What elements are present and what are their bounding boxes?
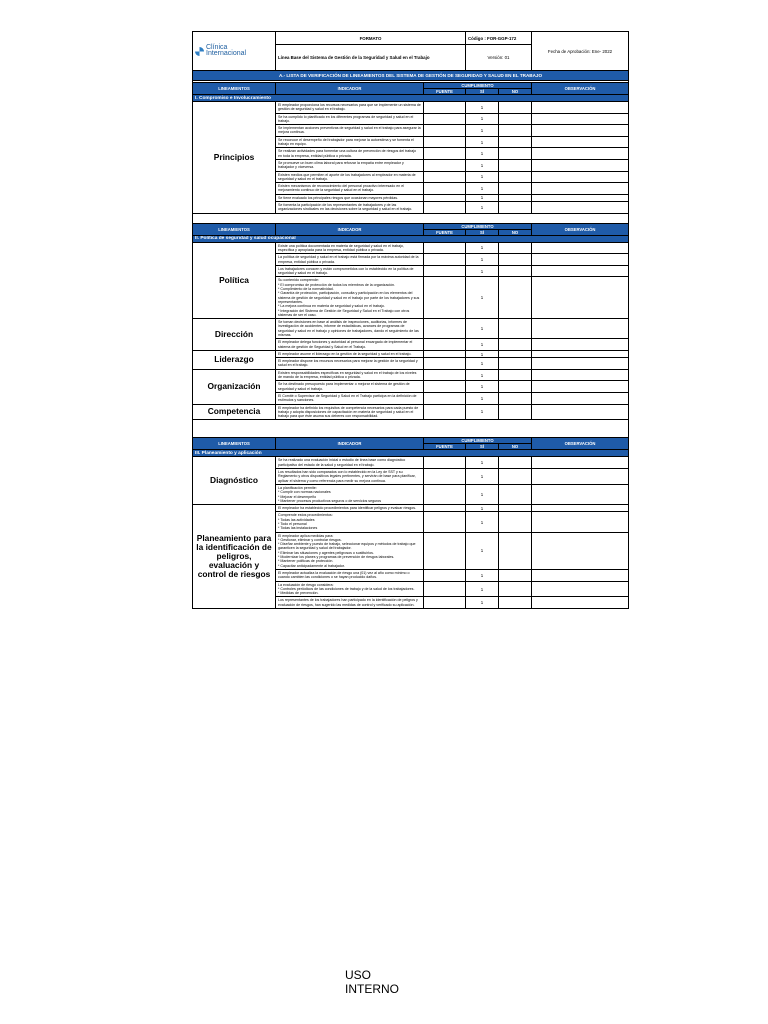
col-cumplimiento: CUMPLIMIENTO bbox=[424, 438, 532, 444]
col-lineamientos: LINEAMIENTOS bbox=[193, 83, 276, 95]
source-cell[interactable] bbox=[424, 125, 466, 137]
section-title: I. Compromiso e Involucramiento bbox=[193, 95, 629, 102]
section-title: II. Política de seguridad y salud ocupacional bbox=[193, 235, 629, 242]
observation-cell[interactable] bbox=[532, 265, 629, 277]
observation-cell[interactable] bbox=[532, 277, 629, 319]
compliance-no[interactable] bbox=[499, 242, 532, 254]
guideline-name: Competencia bbox=[193, 404, 276, 420]
guideline-name: Diagnóstico bbox=[193, 457, 276, 505]
compliance-yes[interactable]: 1 bbox=[466, 136, 499, 148]
source-cell[interactable] bbox=[424, 113, 466, 125]
compliance-yes[interactable]: 1 bbox=[466, 350, 499, 357]
col-no: NO bbox=[499, 89, 532, 95]
observation-cell[interactable] bbox=[532, 113, 629, 125]
observation-cell[interactable] bbox=[532, 597, 629, 609]
source-cell[interactable] bbox=[424, 202, 466, 214]
indicator-text: El empleador dispone los recursos necesarios para mejorar la gestión de la seguridad y salud en el trabajo. bbox=[276, 358, 424, 370]
section-gap bbox=[193, 213, 629, 223]
source-cell[interactable] bbox=[424, 183, 466, 195]
indicator-text: Se ha realizado una evaluación inicial o estudio de línea base como diagnóstico participativo del estado de la salud y seguridad en el trabajo. bbox=[276, 457, 424, 469]
indicator-text: La evaluación de riesgo considera: * Controles periódicos de las condiciones de trabajo y de la salud de los trabajadores. * Medidas de prevención. bbox=[276, 581, 424, 597]
compliance-no[interactable] bbox=[499, 194, 532, 201]
source-cell[interactable] bbox=[424, 392, 466, 404]
observation-cell[interactable] bbox=[532, 469, 629, 485]
format-label: FORMATO bbox=[276, 32, 466, 45]
indicator-text: La política de seguridad y salud en el trabajo está firmada por la máxima autoridad de la empresa, entidad pública o privada. bbox=[276, 254, 424, 266]
approval-date: Fecha de Aprobación: Ene- 2022 bbox=[532, 32, 629, 71]
indicator-text: El empleador proporciona los recursos necesarios para que se implemente un sistema de gestión de seguridad y salud en el trabajo. bbox=[276, 102, 424, 114]
compliance-no[interactable] bbox=[499, 277, 532, 319]
indicator-text: La planificación permite: * Cumplir con normas nacionales * Mejorar el desempeño * Mantener procesos productivos seguros o de servicios seguros bbox=[276, 484, 424, 504]
compliance-yes[interactable]: 1 bbox=[466, 242, 499, 254]
compliance-yes[interactable]: 1 bbox=[466, 319, 499, 339]
compliance-no[interactable] bbox=[499, 404, 532, 420]
observation-cell[interactable] bbox=[532, 581, 629, 597]
col-no: NO bbox=[499, 444, 532, 450]
document-code: Código : FOR-GGP-172 bbox=[466, 32, 532, 45]
col-observacion: OBSERVACIÓN bbox=[532, 438, 629, 450]
checklist-table bbox=[192, 31, 629, 609]
compliance-no[interactable] bbox=[499, 358, 532, 370]
col-fuente: FUENTE bbox=[424, 229, 466, 235]
indicator-text: Se ha destinado presupuesto para implementar o mejorar el sistema de gestión de seguridad y salud el trabajo. bbox=[276, 381, 424, 393]
indicator-text: Se implementan acciones preventivas de seguridad y salud en el trabajo para asegurar la mejora continua. bbox=[276, 125, 424, 137]
compliance-no[interactable] bbox=[499, 254, 532, 266]
compliance-no[interactable] bbox=[499, 113, 532, 125]
document-version: Versión: 01 bbox=[466, 45, 532, 71]
col-cumplimiento: CUMPLIMIENTO bbox=[424, 83, 532, 89]
indicator-row bbox=[193, 404, 629, 420]
indicator-text: El Comité o Supervisor de Seguridad y Salud en el Trabajo participa en la definición de estímulos y sanciones. bbox=[276, 392, 424, 404]
observation-cell[interactable] bbox=[532, 404, 629, 420]
compliance-no[interactable] bbox=[499, 350, 532, 357]
compliance-yes[interactable]: 1 bbox=[466, 265, 499, 277]
compliance-yes[interactable]: 1 bbox=[466, 254, 499, 266]
indicator-text: Existen mecanismos de reconocimiento del personal proactivo interesado en el mejoramiento continuo de la seguridad y salud en el trabajo. bbox=[276, 183, 424, 195]
compliance-yes[interactable]: 1 bbox=[466, 457, 499, 469]
compliance-yes[interactable]: 1 bbox=[466, 339, 499, 351]
source-cell[interactable] bbox=[424, 457, 466, 469]
compliance-no[interactable] bbox=[499, 148, 532, 160]
indicator-text: Existen responsabilidades específicas en seguridad y salud en el trabajo de los niveles de mando de la empresa, entidad pública o privada. bbox=[276, 369, 424, 381]
section-title-row bbox=[193, 235, 629, 242]
logo-line1: Clínica bbox=[206, 43, 228, 51]
observation-cell[interactable] bbox=[532, 512, 629, 532]
observation-cell[interactable] bbox=[532, 392, 629, 404]
compliance-no[interactable] bbox=[499, 569, 532, 581]
compliance-no[interactable] bbox=[499, 265, 532, 277]
observation-cell[interactable] bbox=[532, 159, 629, 171]
observation-cell[interactable] bbox=[532, 125, 629, 137]
observation-cell[interactable] bbox=[532, 457, 629, 469]
indicator-row bbox=[193, 457, 629, 469]
guideline-name: Principios bbox=[193, 102, 276, 214]
indicator-text: Los representantes de los trabajadores han participado en la identificación de peligros y evaluación de riesgos, han sugerido las medidas de control y verificado su aplicación. bbox=[276, 597, 424, 609]
compliance-yes[interactable]: 1 bbox=[466, 369, 499, 381]
source-cell[interactable] bbox=[424, 339, 466, 351]
guideline-name: Política bbox=[193, 242, 276, 318]
indicator-row bbox=[193, 319, 629, 339]
observation-cell[interactable] bbox=[532, 148, 629, 160]
compliance-yes[interactable]: 1 bbox=[466, 581, 499, 597]
section-title: III. Planeamiento y aplicación bbox=[193, 450, 629, 457]
compliance-yes[interactable]: 1 bbox=[466, 505, 499, 512]
compliance-yes[interactable]: 1 bbox=[466, 125, 499, 137]
col-cumplimiento: CUMPLIMIENTO bbox=[424, 223, 532, 229]
observation-cell[interactable] bbox=[532, 183, 629, 195]
indicator-text: El empleador ha definido los requisitos de competencia necesarios para cada puesto de trabajo y adopta disposiciones de capacitación en materia de seguridad y salud en el trabajo para que éste asuma sus deberes con responsabilidad. bbox=[276, 404, 424, 420]
section-gap bbox=[193, 420, 629, 438]
indicator-text: El empleador aplica medidas para: * Gestionar, eliminar y controlar riesgos. * Diseñar ambiente y puesto de trabajo, seleccionar equipos y métodos de trabajo que garanticen la seguridad y salud del trabajador. * Eliminar las situaciones y agentes peligrosos o sustituirlos. * Modernizar los planes y programas de prevención de riesgos laborales. * Mantener políticas de protección. * Capacitar anticipadamente al trabajador. bbox=[276, 532, 424, 569]
indicator-row bbox=[193, 102, 629, 114]
compliance-no[interactable] bbox=[499, 319, 532, 339]
col-indicador: INDICADOR bbox=[276, 223, 424, 235]
indicator-text: Se reconoce el desempeño del trabajador para mejorar la autoestima y se fomenta el trabajo en equipo. bbox=[276, 136, 424, 148]
compliance-no[interactable] bbox=[499, 505, 532, 512]
col-si: SÍ bbox=[466, 229, 499, 235]
observation-cell[interactable] bbox=[532, 339, 629, 351]
indicator-row bbox=[193, 505, 629, 512]
col-si: SÍ bbox=[466, 89, 499, 95]
source-cell[interactable] bbox=[424, 319, 466, 339]
observation-cell[interactable] bbox=[532, 102, 629, 114]
indicator-text: Comprende estos procedimientos: * Todas las actividades * Todo el personal * Todas las instalaciones bbox=[276, 512, 424, 532]
observation-cell[interactable] bbox=[532, 242, 629, 254]
indicator-text: Los resultados han sido comparados con lo establecido en la Ley de SST y su Reglamento y otros dispositivos legales pertinentes, y servirán de base para planificar, aplicar el sistema y como referencia para medir su mejora continua. bbox=[276, 469, 424, 485]
compliance-yes[interactable]: 1 bbox=[466, 183, 499, 195]
col-no: NO bbox=[499, 229, 532, 235]
observation-cell[interactable] bbox=[532, 194, 629, 201]
compliance-no[interactable] bbox=[499, 392, 532, 404]
source-cell[interactable] bbox=[424, 369, 466, 381]
source-cell[interactable] bbox=[424, 358, 466, 370]
column-header-row bbox=[193, 438, 629, 444]
compliance-no[interactable] bbox=[499, 171, 532, 183]
observation-cell[interactable] bbox=[532, 381, 629, 393]
col-lineamientos: LINEAMIENTOS bbox=[193, 223, 276, 235]
compliance-yes[interactable]: 1 bbox=[466, 392, 499, 404]
col-observacion: OBSERVACIÓN bbox=[532, 83, 629, 95]
compliance-yes[interactable]: 1 bbox=[466, 159, 499, 171]
observation-cell[interactable] bbox=[532, 484, 629, 504]
indicator-row bbox=[193, 369, 629, 381]
source-cell[interactable] bbox=[424, 484, 466, 504]
source-cell[interactable] bbox=[424, 469, 466, 485]
col-fuente: FUENTE bbox=[424, 89, 466, 95]
compliance-yes[interactable]: 1 bbox=[466, 194, 499, 201]
source-cell[interactable] bbox=[424, 171, 466, 183]
compliance-no[interactable] bbox=[499, 469, 532, 485]
observation-cell[interactable] bbox=[532, 350, 629, 357]
source-cell[interactable] bbox=[424, 597, 466, 609]
observation-cell[interactable] bbox=[532, 358, 629, 370]
indicator-text: Existen medios que permiten el aporte de los trabajadores al empleador en materia de seguridad y salud en el trabajo. bbox=[276, 171, 424, 183]
col-fuente: FUENTE bbox=[424, 444, 466, 450]
indicator-text: El empleador actualiza la evaluación de riesgo una (01) vez al año como mínimo o cuando cambien las condiciones o se hayan producido daños. bbox=[276, 569, 424, 581]
source-cell[interactable] bbox=[424, 350, 466, 357]
compliance-yes[interactable]: 1 bbox=[466, 484, 499, 504]
compliance-no[interactable] bbox=[499, 125, 532, 137]
compliance-yes[interactable]: 1 bbox=[466, 404, 499, 420]
observation-cell[interactable] bbox=[532, 136, 629, 148]
document-title: Línea Base del Sistema de Gestión de la Seguridad y Salud en el Trabajo bbox=[276, 45, 466, 71]
source-cell[interactable] bbox=[424, 381, 466, 393]
compliance-no[interactable] bbox=[499, 532, 532, 569]
compliance-no[interactable] bbox=[499, 136, 532, 148]
guideline-name: Planeamiento para la identificación de peligros, evaluación y control de riesgos bbox=[193, 505, 276, 609]
compliance-no[interactable] bbox=[499, 339, 532, 351]
indicator-text: Se tiene evaluado los principales riesgos que ocasionan mayores pérdidas. bbox=[276, 194, 424, 201]
indicator-text: El empleador ha establecido procedimientos para identificar peligros y evaluar riesgos. bbox=[276, 505, 424, 512]
compliance-yes[interactable]: 1 bbox=[466, 102, 499, 114]
column-header-row bbox=[193, 83, 629, 89]
indicator-text: El empleador delega funciones y autoridad al personal encargado de implementar el sistema de gestión de Seguridad y Salud en el Trabajo. bbox=[276, 339, 424, 351]
observation-cell[interactable] bbox=[532, 505, 629, 512]
compliance-no[interactable] bbox=[499, 102, 532, 114]
compliance-yes[interactable]: 1 bbox=[466, 148, 499, 160]
indicator-text: Su contenido comprende: * El compromiso de protección de todos los miembros de la organización. * Cumplimiento de la normatividad. * Garantía de protección, participación, consulta y participación en los elementos del sistema de gestión de seguridad y salud en el trabajo por parte de los trabajadores y sus representantes. * La mejora continua en materia de seguridad y salud en el trabajo. * Integración del Sistema de Gestión de Seguridad y Salud en el Trabajo con otros sistemas de ser el caso. bbox=[276, 277, 424, 319]
compliance-yes[interactable]: 1 bbox=[466, 469, 499, 485]
observation-cell[interactable] bbox=[532, 369, 629, 381]
observation-cell[interactable] bbox=[532, 202, 629, 214]
source-cell[interactable] bbox=[424, 148, 466, 160]
compliance-no[interactable] bbox=[499, 457, 532, 469]
source-cell[interactable] bbox=[424, 404, 466, 420]
compliance-no[interactable] bbox=[499, 202, 532, 214]
observation-cell[interactable] bbox=[532, 254, 629, 266]
source-cell[interactable] bbox=[424, 265, 466, 277]
compliance-yes[interactable]: 1 bbox=[466, 358, 499, 370]
compliance-yes[interactable]: 1 bbox=[466, 202, 499, 214]
observation-cell[interactable] bbox=[532, 532, 629, 569]
source-cell[interactable] bbox=[424, 569, 466, 581]
source-cell[interactable] bbox=[424, 532, 466, 569]
source-cell[interactable] bbox=[424, 254, 466, 266]
col-lineamientos: LINEAMIENTOS bbox=[193, 438, 276, 450]
usage-note bbox=[345, 968, 399, 996]
logo-line2: Internacional bbox=[206, 50, 247, 57]
col-indicador: INDICADOR bbox=[276, 83, 424, 95]
source-cell[interactable] bbox=[424, 277, 466, 319]
indicator-text: Se toman decisiones en base al análisis de inspecciones, auditorias, informes de investigación de accidentes, informe de estadísticas, avances de programas de seguridad y salud en el trabajo y opiniones de trabajadores, dando el seguimiento de las mismas. bbox=[276, 319, 424, 339]
compliance-yes[interactable]: 1 bbox=[466, 597, 499, 609]
usage-note-line1: USO bbox=[345, 968, 372, 982]
source-cell[interactable] bbox=[424, 581, 466, 597]
indicator-text: Se promueve un buen clima laboral para reforzar la empatía entre empleador y trabajador y viceversa. bbox=[276, 159, 424, 171]
observation-cell[interactable] bbox=[532, 569, 629, 581]
indicator-text: Existe una política documentada en materia de seguridad y salud en el trabajo, específica y apropiada para la empresa, entidad pública o privada. bbox=[276, 242, 424, 254]
compliance-yes[interactable]: 1 bbox=[466, 569, 499, 581]
source-cell[interactable] bbox=[424, 194, 466, 201]
guideline-name: Organización bbox=[193, 369, 276, 404]
compliance-yes[interactable]: 1 bbox=[466, 113, 499, 125]
checklist-sheet bbox=[192, 31, 628, 609]
compliance-no[interactable] bbox=[499, 512, 532, 532]
source-cell[interactable] bbox=[424, 102, 466, 114]
company-logo bbox=[193, 32, 276, 71]
indicator-row bbox=[193, 350, 629, 357]
compliance-no[interactable] bbox=[499, 484, 532, 504]
compliance-yes[interactable]: 1 bbox=[466, 381, 499, 393]
source-cell[interactable] bbox=[424, 242, 466, 254]
indicator-text: Se ha cumplido lo planificado en los diferentes programas de seguridad y salud en el trabajo. bbox=[276, 113, 424, 125]
logo-icon bbox=[195, 47, 204, 56]
compliance-yes[interactable]: 1 bbox=[466, 171, 499, 183]
compliance-no[interactable] bbox=[499, 381, 532, 393]
compliance-no[interactable] bbox=[499, 597, 532, 609]
indicator-text: El empleador asume el liderazgo en la gestión de la seguridad y salud en el trabajo. bbox=[276, 350, 424, 357]
guideline-name: Liderazgo bbox=[193, 350, 276, 369]
compliance-no[interactable] bbox=[499, 159, 532, 171]
indicator-text: Los trabajadores conocen y están comprometidos con lo establecido en la política de seguridad y salud en el trabajo. bbox=[276, 265, 424, 277]
observation-cell[interactable] bbox=[532, 319, 629, 339]
compliance-yes[interactable]: 1 bbox=[466, 532, 499, 569]
column-header-row bbox=[193, 223, 629, 229]
col-indicador: INDICADOR bbox=[276, 438, 424, 450]
section-title-row bbox=[193, 95, 629, 102]
observation-cell[interactable] bbox=[532, 171, 629, 183]
section-title-row bbox=[193, 450, 629, 457]
source-cell[interactable] bbox=[424, 512, 466, 532]
compliance-no[interactable] bbox=[499, 183, 532, 195]
col-observacion: OBSERVACIÓN bbox=[532, 223, 629, 235]
indicator-text: Se realizan actividades para fomentar una cultura de prevención de riesgos del trabajo en toda la empresa, entidad pública o privada. bbox=[276, 148, 424, 160]
col-si: SÍ bbox=[466, 444, 499, 450]
guideline-name: Dirección bbox=[193, 319, 276, 351]
compliance-yes[interactable]: 1 bbox=[466, 277, 499, 319]
compliance-no[interactable] bbox=[499, 581, 532, 597]
source-cell[interactable] bbox=[424, 136, 466, 148]
source-cell[interactable] bbox=[424, 505, 466, 512]
checklist-title: A.- LISTA DE VERIFICACIÓN DE LINEAMIENTOS DEL SISTEMA DE GESTIÓN DE SEGURIDAD Y SALUD EN EL TRABAJO bbox=[193, 71, 629, 81]
compliance-yes[interactable]: 1 bbox=[466, 512, 499, 532]
usage-note-line2: INTERNO bbox=[345, 982, 399, 996]
compliance-no[interactable] bbox=[499, 369, 532, 381]
indicator-row bbox=[193, 242, 629, 254]
indicator-text: Se fomenta la participación de los representantes de trabajadores y de las organizaciones sindicales en las decisiones sobre la seguridad y salud en el trabajo. bbox=[276, 202, 424, 214]
source-cell[interactable] bbox=[424, 159, 466, 171]
